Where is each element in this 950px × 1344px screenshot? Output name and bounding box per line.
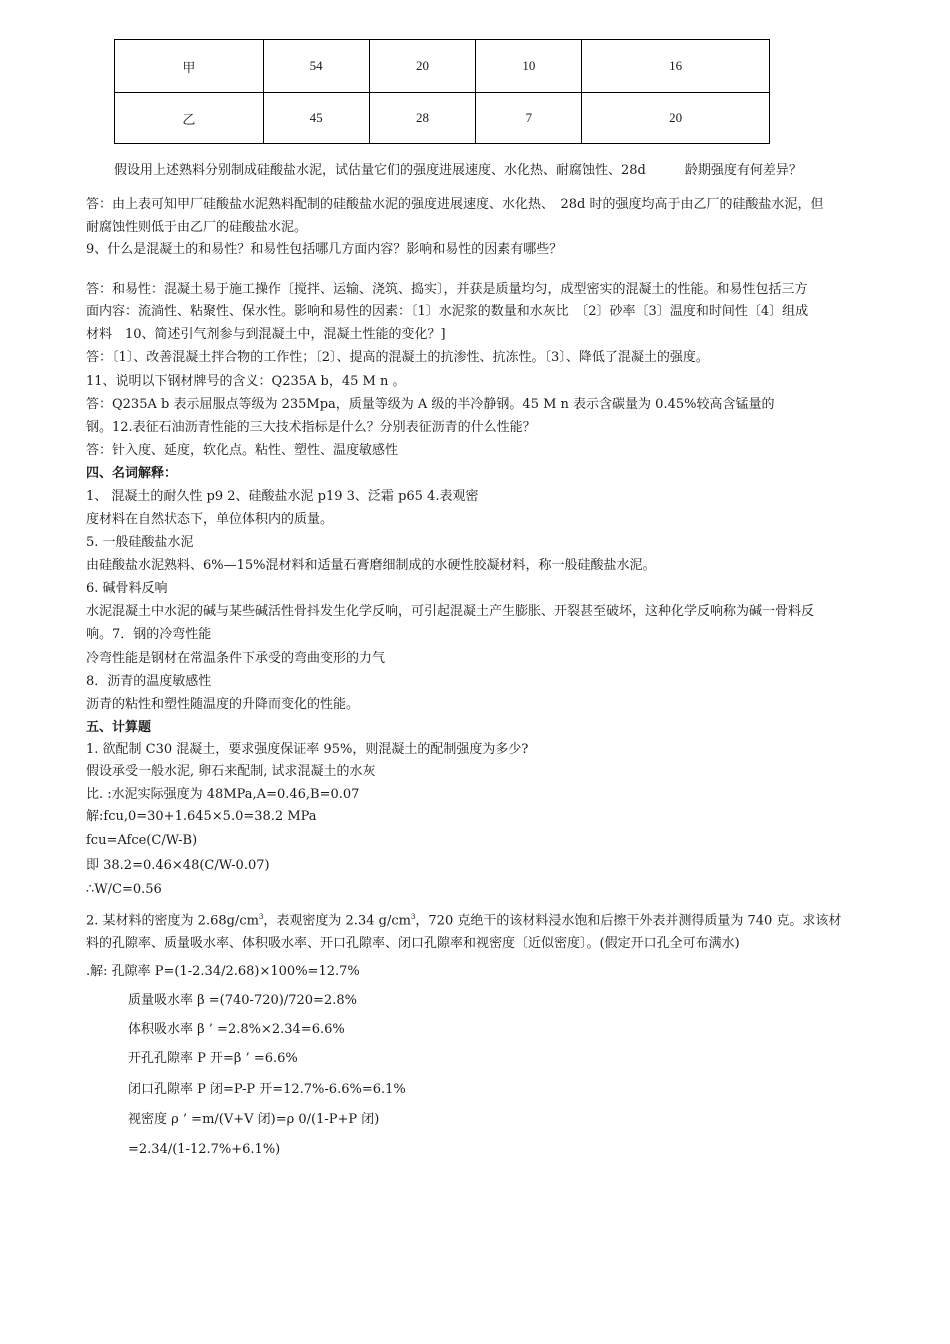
- calc-2-apparent-density-result: =2.34/(1-12.7%+6.1%): [128, 1142, 281, 1157]
- calc-2-solution-porosity: .解: 孔隙率 P=(1-2.34/2.68)×100%=12.7%: [86, 964, 360, 979]
- calc-2-closed-porosity: 闭口孔隙率 P 闭=P-P 开=12.7%-6.6%=6.1%: [128, 1082, 406, 1097]
- term-5-definition: 由硅酸盐水泥熟料、6%—15%混材料和适量石膏磨细制成的水硬性胶凝材料，称一般硅酸盐水泥。: [86, 558, 656, 573]
- table-cell: 20: [369, 40, 476, 93]
- calc-1-solution-2: fcu=Afce(C/W-B): [86, 833, 198, 848]
- term-1-4: 1、 混凝土的耐久性 p9 2、硅酸盐水泥 p19 3、泛霜 p65 4.表观密: [86, 489, 479, 504]
- question-8-text: 假设用上述熟料分别制成硅酸盐水泥，试估量它们的强度进展速度、水化热、耐腐蚀性、28d 龄期强度有何差异？: [114, 163, 802, 178]
- calc-1-result: ∴W/C=0.56: [86, 882, 162, 897]
- answer-8-line-2: 耐腐蚀性则低于由乙厂的硅酸盐水泥。: [86, 220, 308, 235]
- term-8-definition: 沥青的粘性和塑性随温度的升降而变化的性能。: [86, 697, 360, 712]
- calc-2-volume-absorption: 体积吸水率 β ’ =2.8%×2.34=6.6%: [128, 1022, 345, 1037]
- answer-12: 答：针入度、延度，软化点。粘性、塑性、温度敏感性: [86, 443, 399, 458]
- table-cell: 54: [263, 40, 369, 93]
- section-4-heading: 四、名词解释：: [86, 466, 178, 481]
- calc-2-open-porosity: 开孔孔隙率 P 开=β ’ =6.6%: [128, 1051, 298, 1066]
- calc-2-mass-absorption: 质量吸水率 β =(740-720)/720=2.8%: [128, 993, 357, 1008]
- table-row: [115, 40, 770, 93]
- term-4-definition: 度材料在自然状态下，单位体积内的质量。: [86, 512, 334, 527]
- calc-1-solution-3: 即 38.2=0.46×48(C/W-0.07): [86, 858, 270, 873]
- calc-2-question-1: 2. 某材料的密度为 $2.68g/cm^3$，表观密度为 2.34 $g/cm^3$，720 克绝干的该材料浸水饱和后擦干外表并测得质量为 740 克。求该材: [86, 913, 842, 929]
- answer-11-line-2: 钢。12.表征石油沥青性能的三大技术指标是什么？分别表征沥青的什么性能？: [86, 420, 536, 435]
- term-5: 5. 一般硅酸盐水泥: [86, 535, 194, 550]
- term-6: 6. 碱骨料反响: [86, 581, 168, 596]
- answer-9-line-1: 答：和易性：混凝土易于施工操作〔搅拌、运输、浇筑、捣实〕，并获是质量均匀，成型密实的混凝土的性能。和易性包括三方: [86, 282, 808, 297]
- section-5-heading: 五、计算题: [86, 720, 152, 735]
- term-8: 8．沥青的温度敏感性: [86, 674, 212, 689]
- table-cell: 10: [476, 40, 582, 93]
- table-cell: 甲: [115, 40, 264, 93]
- term-6-definition-2: 响。7．钢的冷弯性能: [86, 627, 212, 642]
- table-cell: 45: [263, 93, 369, 144]
- table-cell: 16: [582, 40, 770, 93]
- calc-2-apparent-density: 视密度 ρ ’ =m/(V+V 闭)=ρ 0/(1-P+P 闭): [128, 1112, 380, 1127]
- calc-1-question: 1. 欲配制 C30 混凝土，要求强度保证率 95%，则混凝土的配制强度为多少?: [86, 742, 529, 757]
- answer-9-line-2: 面内容：流淌性、粘聚性、保水性。影响和易性的因素：〔1〕水泥浆的数量和水灰比 〔2〕砂率〔3〕温度和时间性〔4〕组成: [86, 304, 809, 319]
- calc-2-question-2: 料的孔隙率、质量吸水率、体积吸水率、开口孔隙率、闭口孔隙率和视密度〔近似密度〕。(假定开口孔全可布满水): [86, 936, 740, 951]
- question-11: 11、说明以下钢材牌号的含义：Q235A b，45 M n 。: [86, 374, 406, 389]
- clinker-composition-table: [114, 39, 770, 144]
- table-cell: 20: [582, 93, 770, 144]
- calc-1-given: 比. :水泥实际强度为 48MPa,A=0.46,B=0.07: [86, 787, 360, 802]
- answer-9-line-3: 材料 10、简述引气剂参与到混凝土中，混凝土性能的变化？]: [86, 327, 446, 342]
- table-cell: 28: [369, 93, 476, 144]
- answer-8-line-1: 答：由上表可知甲厂硅酸盐水泥熟料配制的硅酸盐水泥的强度进展速度、水化热、 28d 时的强度均高于由乙厂的硅酸盐水泥，但: [86, 197, 824, 212]
- table-row: [115, 93, 770, 144]
- term-6-definition-1: 水泥混凝土中水泥的碱与某些碱活性骨抖发生化学反响，可引起混凝土产生膨胀、开裂甚至破坏，这种化学反响称为碱一骨料反: [86, 604, 815, 619]
- calc-1-solution-1: 解:fcu,0=30+1.645×5.0=38.2 MPa: [86, 809, 317, 824]
- answer-11-line-1: 答：Q235A b 表示屈服点等级为 235Mpa，质量等级为 A 级的半冷静钢。45 M n 表示含碳量为 0.45%较高含锰量的: [86, 397, 775, 412]
- question-9: 9、什么是混凝土的和易性？和易性包括哪几方面内容？影响和易性的因素有哪些？: [86, 242, 563, 257]
- term-7-definition: 冷弯性能是钢材在常温条件下承受的弯曲变形的力气: [86, 651, 386, 666]
- table-cell: 乙: [115, 93, 264, 144]
- answer-10: 答：〔1〕、改善混凝土拌合物的工作性；〔2〕、提高的混凝土的抗渗性、抗冻性。〔3〕、降低了混凝土的强度。: [86, 350, 709, 365]
- table-cell: 7: [476, 93, 582, 144]
- calc-1-question-2: 假设承受一般水泥, 卵石来配制, 试求混凝土的水灰: [86, 764, 376, 779]
